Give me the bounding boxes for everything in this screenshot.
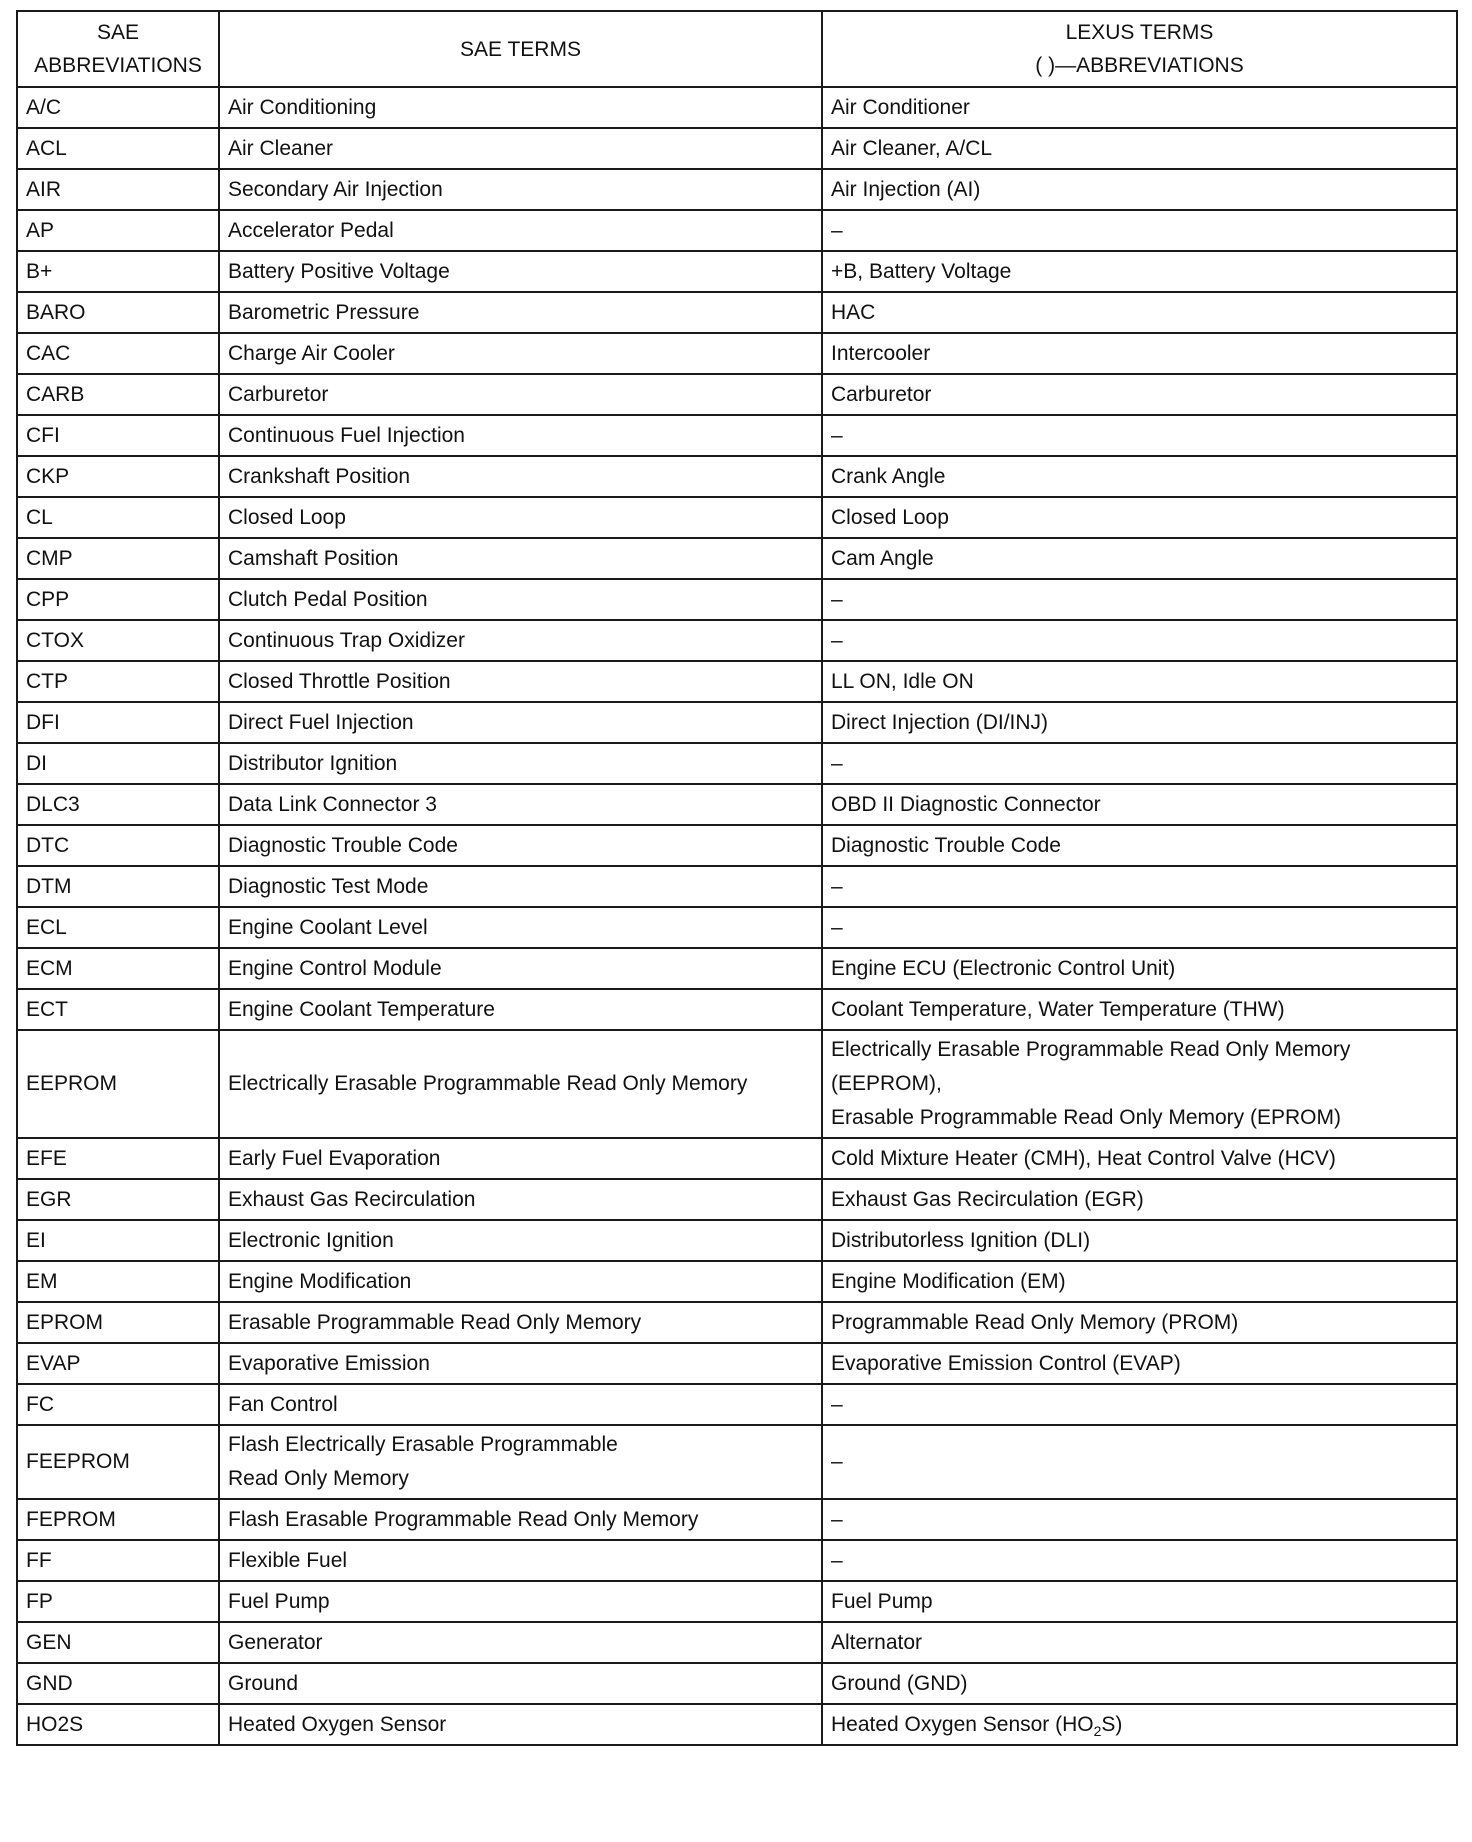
table-row [17,702,1457,743]
cell-lexus-term: Alternator [822,1622,1457,1663]
cell-sae-term: Fan Control [219,1384,822,1425]
table-row [17,784,1457,825]
cell-lexus-term: – [822,620,1457,661]
cell-sae-abbreviation: EI [17,1220,219,1261]
cell-sae-abbreviation: FC [17,1384,219,1425]
cell-sae-abbreviation: ECT [17,989,219,1030]
cell-lexus-term: – [822,415,1457,456]
table-row [17,1343,1457,1384]
table-row [17,456,1457,497]
cell-sae-term: Generator [219,1622,822,1663]
cell-lexus-term: Distributorless Ignition (DLI) [822,1220,1457,1261]
table-row [17,948,1457,989]
cell-sae-term: Charge Air Cooler [219,333,822,374]
cell-lexus-term: Fuel Pump [822,1581,1457,1622]
cell-sae-term: Engine Coolant Temperature [219,989,822,1030]
cell-sae-term: Fuel Pump [219,1581,822,1622]
cell-lexus-term: Direct Injection (DI/INJ) [822,702,1457,743]
abbreviations-table [16,10,1458,1746]
cell-lexus-term: – [822,907,1457,948]
cell-line: Electrically Erasable Programmable Read Only Memory [831,1038,1351,1061]
table-header [17,11,1457,87]
cell-sae-abbreviation: CARB [17,374,219,415]
cell-sae-abbreviation: HO2S [17,1704,219,1745]
cell-sae-term: Data Link Connector 3 [219,784,822,825]
cell-sae-abbreviation: FEPROM [17,1499,219,1540]
cell-lexus-term: Air Injection (AI) [822,169,1457,210]
cell-sae-abbreviation: DFI [17,702,219,743]
cell-sae-term: Early Fuel Evaporation [219,1138,822,1179]
page [16,10,1456,1746]
table-row [17,1261,1457,1302]
cell-sae-abbreviation: DTC [17,825,219,866]
cell-sae-abbreviation: CTP [17,661,219,702]
cell-sae-abbreviation: A/C [17,87,219,128]
cell-lexus-term: Intercooler [822,333,1457,374]
table-row [17,1384,1457,1425]
cell-sae-abbreviation: GND [17,1663,219,1704]
cell-sae-abbreviation: FP [17,1581,219,1622]
table-row [17,169,1457,210]
header-row [17,11,1457,87]
header-line: ( )—ABBREVIATIONS [1035,54,1244,77]
table-row [17,1622,1457,1663]
cell-sae-abbreviation: B+ [17,251,219,292]
cell-sae-term: Accelerator Pedal [219,210,822,251]
cell-lexus-term: Ground (GND) [822,1663,1457,1704]
table-row [17,620,1457,661]
cell-lexus-term: HAC [822,292,1457,333]
table-row [17,292,1457,333]
cell-sae-term: Electrically Erasable Programmable Read Only Memory [219,1030,822,1138]
cell-sae-abbreviation: EM [17,1261,219,1302]
subscript-text: 2 [1093,1722,1102,1739]
cell-lexus-term: Air Cleaner, A/CL [822,128,1457,169]
cell-sae-term: Ground [219,1663,822,1704]
cell-lexus-term: OBD II Diagnostic Connector [822,784,1457,825]
cell-sae-term: Secondary Air Injection [219,169,822,210]
table-row [17,538,1457,579]
header-line: SAE [96,21,140,44]
cell-sae-abbreviation: ECL [17,907,219,948]
cell-line: Read Only Memory [228,1467,409,1490]
table-row [17,1302,1457,1343]
cell-sae-abbreviation: BARO [17,292,219,333]
cell-line: (EEPROM), [831,1072,942,1095]
cell-sae-abbreviation: FEEPROM [17,1425,219,1499]
cell-lexus-term: – [822,1425,1457,1499]
cell-sae-term: Distributor Ignition [219,743,822,784]
cell-lexus-term: Crank Angle [822,456,1457,497]
cell-sae-term: Closed Loop [219,497,822,538]
cell-sae-term: Air Cleaner [219,128,822,169]
cell-line: Erasable Programmable Read Only Memory (EPROM) [831,1106,1341,1129]
cell-lexus-term: – [822,1499,1457,1540]
cell-lexus-term: – [822,1384,1457,1425]
table-row [17,1220,1457,1261]
table-row [17,497,1457,538]
cell-text: Heated Oxygen Sensor (HO [831,1712,1094,1736]
table-row [17,251,1457,292]
cell-sae-abbreviation: GEN [17,1622,219,1663]
cell-sae-abbreviation: FF [17,1540,219,1581]
table-row [17,866,1457,907]
table-row [17,374,1457,415]
table-row [17,989,1457,1030]
cell-sae-term: Direct Fuel Injection [219,702,822,743]
cell-sae-term: Continuous Fuel Injection [219,415,822,456]
table-row [17,1499,1457,1540]
cell-lexus-term: Programmable Read Only Memory (PROM) [822,1302,1457,1343]
table-row [17,1581,1457,1622]
table-row [17,1179,1457,1220]
table-row [17,907,1457,948]
table-row [17,1540,1457,1581]
cell-sae-abbreviation: CMP [17,538,219,579]
cell-lexus-term: Carburetor [822,374,1457,415]
header-sae-abbreviations [17,11,219,87]
table-row [17,743,1457,784]
cell-lexus-term: Exhaust Gas Recirculation (EGR) [822,1179,1457,1220]
table-row [17,1030,1457,1138]
cell-sae-abbreviation: CAC [17,333,219,374]
cell-sae-abbreviation: EVAP [17,1343,219,1384]
cell-lexus-term: Engine Modification (EM) [822,1261,1457,1302]
header-line: ABBREVIATIONS [34,54,202,77]
cell-sae-abbreviation: EGR [17,1179,219,1220]
cell-sae-term: Clutch Pedal Position [219,579,822,620]
cell-sae-abbreviation: CKP [17,456,219,497]
cell-lexus-term: +B, Battery Voltage [822,251,1457,292]
cell-sae-term: Diagnostic Trouble Code [219,825,822,866]
cell-lexus-term: – [822,579,1457,620]
cell-sae-abbreviation: DLC3 [17,784,219,825]
cell-sae-term: Camshaft Position [219,538,822,579]
cell-sae-abbreviation: ECM [17,948,219,989]
cell-sae-term: Crankshaft Position [219,456,822,497]
cell-sae-term: Flexible Fuel [219,1540,822,1581]
cell-sae-abbreviation: CL [17,497,219,538]
table-row [17,210,1457,251]
cell-sae-term: Barometric Pressure [219,292,822,333]
cell-sae-term: Air Conditioning [219,87,822,128]
cell-lexus-term [822,1704,1457,1745]
cell-sae-term: Evaporative Emission [219,1343,822,1384]
cell-sae-abbreviation: CPP [17,579,219,620]
table-row [17,1138,1457,1179]
cell-sae-abbreviation: AP [17,210,219,251]
cell-lexus-term: Diagnostic Trouble Code [822,825,1457,866]
cell-lexus-term: Air Conditioner [822,87,1457,128]
table-row [17,415,1457,456]
cell-lexus-term: – [822,743,1457,784]
cell-lexus-term [822,1030,1457,1138]
cell-sae-term: Flash Erasable Programmable Read Only Memory [219,1499,822,1540]
cell-sae-term: Electronic Ignition [219,1220,822,1261]
table-row [17,128,1457,169]
cell-sae-term: Exhaust Gas Recirculation [219,1179,822,1220]
table-row [17,661,1457,702]
table-row [17,579,1457,620]
cell-sae-abbreviation: AIR [17,169,219,210]
cell-lexus-term: – [822,1540,1457,1581]
cell-sae-abbreviation: EPROM [17,1302,219,1343]
header-line: SAE TERMS [460,37,581,61]
cell-sae-term: Diagnostic Test Mode [219,866,822,907]
cell-lexus-term: – [822,866,1457,907]
cell-sae-term: Battery Positive Voltage [219,251,822,292]
cell-sae-term: Engine Coolant Level [219,907,822,948]
table-row [17,333,1457,374]
cell-sae-term: Engine Modification [219,1261,822,1302]
table-row [17,1704,1457,1745]
table-row [17,1663,1457,1704]
cell-sae-abbreviation: CFI [17,415,219,456]
cell-lexus-term: Coolant Temperature, Water Temperature (THW) [822,989,1457,1030]
cell-lexus-term: Engine ECU (Electronic Control Unit) [822,948,1457,989]
table-body [17,87,1457,1745]
cell-line: Flash Electrically Erasable Programmable [228,1433,618,1456]
cell-lexus-term: – [822,210,1457,251]
table-row [17,1425,1457,1499]
cell-sae-abbreviation: ACL [17,128,219,169]
cell-sae-abbreviation: DTM [17,866,219,907]
header-lexus-terms [822,11,1457,87]
cell-text: S) [1101,1712,1123,1736]
cell-sae-term: Continuous Trap Oxidizer [219,620,822,661]
header-line: LEXUS TERMS [1065,21,1214,44]
cell-sae-abbreviation: EEPROM [17,1030,219,1138]
cell-lexus-term: Evaporative Emission Control (EVAP) [822,1343,1457,1384]
header-sae-terms [219,11,822,87]
cell-sae-abbreviation: CTOX [17,620,219,661]
cell-sae-term: Closed Throttle Position [219,661,822,702]
cell-sae-term: Engine Control Module [219,948,822,989]
cell-lexus-term: Cam Angle [822,538,1457,579]
table-row [17,825,1457,866]
cell-lexus-term: Closed Loop [822,497,1457,538]
cell-sae-term: Erasable Programmable Read Only Memory [219,1302,822,1343]
cell-lexus-term: Cold Mixture Heater (CMH), Heat Control Valve (HCV) [822,1138,1457,1179]
cell-lexus-term: LL ON, Idle ON [822,661,1457,702]
cell-sae-term: Heated Oxygen Sensor [219,1704,822,1745]
cell-sae-term [219,1425,822,1499]
cell-sae-abbreviation: DI [17,743,219,784]
table-row [17,87,1457,128]
cell-sae-abbreviation: EFE [17,1138,219,1179]
cell-sae-term: Carburetor [219,374,822,415]
